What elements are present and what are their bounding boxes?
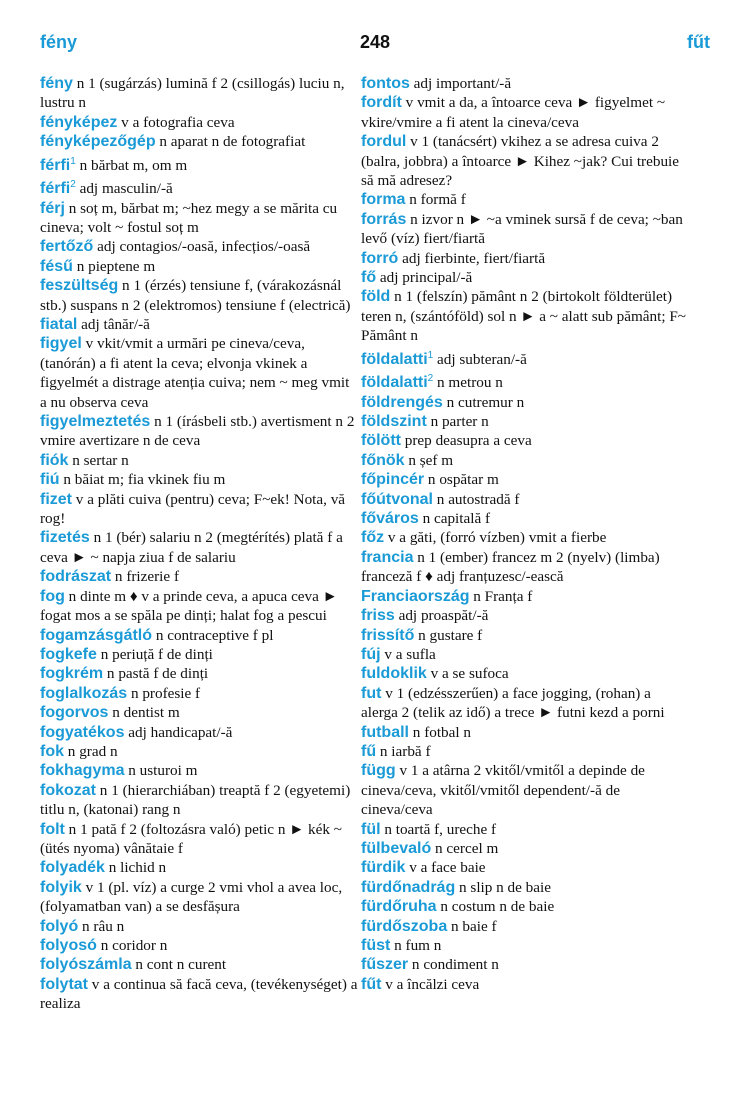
dictionary-entry (361, 268, 691, 287)
headword: fűt (361, 975, 382, 993)
headword: fülbevaló (361, 839, 432, 857)
headword: fényképezőgép (40, 133, 156, 151)
definition: n frizerie f (111, 568, 180, 586)
headword: fény (40, 75, 73, 92)
dictionary-entry (40, 490, 358, 529)
headword: feszültség (40, 277, 119, 295)
headword: fürdőnadrág (361, 878, 456, 896)
dictionary-entry (361, 917, 691, 936)
dictionary-entry (361, 369, 691, 392)
dictionary-entry (361, 412, 691, 431)
definition: n profesie f (127, 684, 201, 702)
definition: n 1 (írásbeli stb.) avertisment n 2 vmire avertizare n de ceva (40, 413, 355, 450)
definition: v vkit/vmit a urmări pe cineva/ceva, (tanórán) a fi atent la ceva; elvonja vkinek a figyelmét a distrage atenția cuiva; nem ~ meg vmit a nu observa ceva (40, 335, 350, 411)
definition: n parter n (426, 413, 489, 431)
dictionary-entry (40, 917, 358, 936)
headword: fogkefe (40, 645, 97, 663)
dictionary-entry (361, 761, 691, 819)
definition: n băiat m; fia vkinek fiu m (59, 471, 226, 489)
headword: fok (40, 742, 64, 760)
headword: fordul (361, 133, 407, 151)
headword: fizetés (40, 529, 90, 547)
definition: n aparat n de fotografiat (155, 133, 306, 151)
dictionary-entry (361, 132, 691, 190)
dictionary-entry (40, 74, 358, 113)
headword: fényképez (40, 113, 118, 131)
headword: fuldoklik (361, 665, 427, 683)
headword: fúj (361, 645, 381, 663)
headword: figyelmeztetés (40, 413, 151, 431)
headword: fiú (40, 471, 60, 489)
definition: n contraceptive f pl (152, 626, 274, 644)
guide-word-first: fény (40, 32, 78, 52)
definition: n 1 (bér) salariu n 2 (megtérítés) plată f a ceva ► ~ napja ziua f de salariu (40, 529, 343, 566)
definition: n costum n de baie (436, 898, 555, 916)
dictionary-entry (40, 858, 358, 877)
definition: n slip n de baie (455, 878, 551, 896)
definition: v a găti, (forró vízben) vmit a fierbe (384, 529, 607, 547)
definition: n 1 (érzés) tensiune f, (várakozásnál stb.) suspans n 2 (elektromos) tensiune f (electrică) (40, 277, 351, 314)
headword: fogamzásgátló (40, 626, 153, 644)
dictionary-entry (40, 742, 358, 761)
headword: földalatti (361, 350, 428, 368)
definition: n 1 (ember) francez m 2 (nyelv) (limba) franceză f ♦ adj franțuzesc/-ească (361, 548, 660, 586)
definition: adj important/-ă (409, 75, 512, 92)
headword: folyadék (40, 859, 105, 877)
dictionary-entry (361, 936, 691, 955)
definition: v 1 (tanácsért) vkihez a se adresa cuiva 2 (balra, jobbra) a întoarce ► Kihez ~jak? Cui trebuie să mă adresez? (361, 133, 680, 190)
headword: folyószámla (40, 956, 132, 974)
headword: fiók (40, 451, 69, 469)
dictionary-entry (361, 470, 691, 489)
definition: v a fotografia ceva (117, 113, 235, 131)
headword: forrás (361, 210, 407, 228)
definition: v a încălzi ceva (381, 975, 480, 993)
headword: fodrászat (40, 568, 112, 586)
dictionary-entry (361, 393, 691, 412)
definition: n pastă f de dinți (103, 665, 209, 683)
headword: fürdőruha (361, 898, 437, 916)
dictionary-entry (40, 470, 358, 489)
dictionary-entry (361, 587, 691, 606)
definition: n 1 (felszín) pământ n 2 (birtokolt földterület) teren n, (szántóföld) sol n ► a ~ alatt sub pământ; F~ Pământ n (361, 288, 687, 345)
definition: adj masculin/-ă (75, 180, 173, 198)
definition: v a se sufoca (426, 665, 509, 683)
definition: n fum n (390, 937, 442, 954)
definition: n condiment n (408, 956, 499, 974)
dictionary-entry (361, 820, 691, 839)
definition: n formă f (405, 191, 466, 209)
definition: n autostradă f (433, 490, 520, 508)
dictionary-entry (361, 742, 691, 761)
headword: forró (361, 249, 399, 267)
definition: adj handicapat/-ă (124, 723, 233, 741)
definition: adj tânăr/-ă (77, 316, 150, 333)
definition: n lichid n (104, 859, 167, 877)
headword: férj (40, 199, 65, 217)
dictionary-entry (361, 490, 691, 509)
homonym-number: 2 (70, 179, 76, 191)
headword: főz (361, 529, 385, 547)
dictionary-entry (40, 587, 358, 626)
dictionary-entry (40, 175, 358, 198)
dictionary-entry (40, 684, 358, 703)
dictionary-entry (361, 431, 691, 450)
dictionary-entry (40, 113, 358, 132)
headword: fűszer (361, 956, 409, 974)
headword: fertőző (40, 238, 94, 256)
dictionary-entry (40, 451, 358, 470)
dictionary-entry (361, 451, 691, 470)
definition: n pieptene m (72, 257, 156, 275)
definition: n bărbat m, om m (75, 156, 188, 174)
dictionary-entry (361, 723, 691, 742)
dictionary-entry (40, 199, 358, 238)
definition: adj principal/-ă (376, 269, 473, 287)
dictionary-entry (40, 152, 358, 175)
dictionary-entry (40, 975, 358, 1014)
headword: földrengés (361, 393, 443, 411)
definition: n 1 (hierarchiában) treaptă f 2 (egyetemi) titlu n, (katonai) rang n (40, 781, 351, 819)
headword: fésű (40, 257, 73, 275)
definition: n fotbal n (409, 723, 472, 741)
headword: földalatti (361, 374, 428, 392)
headword: fölött (361, 432, 401, 450)
left-column (40, 74, 358, 1014)
guide-word-last: fűt (687, 32, 710, 52)
dictionary-entry (361, 346, 691, 369)
headword: fut (361, 684, 382, 702)
headword: fontos (361, 75, 410, 92)
headword: foglalkozás (40, 684, 128, 702)
dictionary-entry (361, 606, 691, 625)
definition: adj contagios/-oasă, infecțios/-oasă (93, 238, 311, 256)
headword: földszint (361, 413, 427, 431)
dictionary-entry (40, 315, 358, 334)
headword: főpincér (361, 471, 425, 489)
definition: n usturoi m (124, 762, 198, 780)
dictionary-entry (361, 664, 691, 683)
headword: friss (361, 607, 395, 625)
headword: fokozat (40, 781, 96, 799)
dictionary-entry (40, 412, 358, 451)
headword: főváros (361, 510, 419, 528)
definition: v a sufla (380, 645, 436, 663)
definition: n Franța f (469, 587, 533, 605)
dictionary-entry (361, 287, 691, 345)
definition: n cutremur n (442, 393, 525, 411)
headword: folyó (40, 917, 79, 935)
headword: fürdik (361, 859, 406, 877)
definition: n metrou n (433, 374, 503, 392)
definition: n cont n curent (131, 956, 227, 974)
headword: főútvonal (361, 490, 433, 508)
definition: v 1 (edzésszerűen) a face jogging, (rohan) a alerga 2 (telik az idő) a trece ► futni kezd a porni (361, 684, 665, 722)
headword: fizet (40, 490, 72, 508)
dictionary-entry (361, 548, 691, 587)
headword: férfi (40, 156, 71, 174)
definition: adj proaspăt/-ă (394, 607, 489, 625)
dictionary-entry (361, 74, 691, 93)
headword: fű (361, 742, 377, 760)
dictionary-entry (40, 936, 358, 955)
definition: n gustare f (414, 626, 483, 644)
dictionary-entry (40, 723, 358, 742)
headword: függ (361, 762, 396, 780)
dictionary-entry (40, 645, 358, 664)
headword: fog (40, 587, 65, 605)
definition: n ospătar m (424, 471, 499, 489)
dictionary-entry (40, 567, 358, 586)
definition: n cercel m (431, 839, 499, 857)
dictionary-entry (40, 703, 358, 722)
headword: forma (361, 191, 406, 209)
definition: n 1 pată f 2 (foltozásra való) petic n ► kék ~ (ütés nyoma) vânătaie f (40, 820, 342, 857)
headword: föld (361, 288, 391, 306)
dictionary-entry (361, 528, 691, 547)
definition: n șef m (404, 451, 454, 469)
dictionary-entry (361, 975, 691, 994)
definition: n capitală f (418, 510, 491, 528)
definition: n baie f (447, 917, 497, 935)
definition: n toartă f, ureche f (380, 820, 497, 838)
headword: fiatal (40, 316, 78, 333)
page-number: 248 (359, 32, 391, 52)
dictionary-entry (40, 781, 358, 820)
definition: n 1 (sugárzás) lumină f 2 (csillogás) luciu n, lustru n (40, 75, 345, 112)
dictionary-entry (40, 955, 358, 974)
dictionary-entry (361, 684, 691, 723)
dictionary-entry (40, 528, 358, 567)
homonym-number: 2 (427, 373, 434, 385)
dictionary-entry (361, 878, 691, 897)
right-column (361, 74, 691, 994)
headword: füst (361, 937, 391, 954)
dictionary-entry (361, 897, 691, 916)
homonym-number: 1 (427, 349, 434, 361)
definition: v a plăti cuiva (pentru) ceva; F~ek! Nota, vă rog! (40, 490, 346, 528)
headword: folyosó (40, 937, 97, 954)
headword: folt (40, 820, 65, 838)
definition: n râu n (78, 917, 125, 935)
definition: n soț m, bărbat m; ~hez megy a se mărita cu cineva; volt ~ fostul soț m (40, 199, 338, 236)
definition: v 1 a atârna 2 vkitől/vmitől a depinde de cineva/ceva, vkitől/vmitől dependent/-ă de cineva/ceva (361, 762, 645, 819)
definition: v a continua să facă ceva, (tevékenységet) a realiza (40, 975, 358, 1013)
dictionary-entry (40, 761, 358, 780)
definition: n periuță f de dinți (96, 645, 213, 663)
dictionary-entry (40, 664, 358, 683)
page-header (40, 32, 710, 62)
headword: fokhagyma (40, 762, 125, 780)
definition: n coridor n (96, 937, 168, 954)
headword: fordít (361, 94, 402, 112)
dictionary-entry (361, 509, 691, 528)
dictionary-entry (40, 276, 358, 315)
headword: folytat (40, 975, 88, 993)
headword: fürdőszoba (361, 917, 448, 935)
dictionary-entry (361, 190, 691, 209)
definition: adj subteran/-ă (433, 350, 527, 368)
headword: férfi (40, 180, 71, 198)
headword: fogyatékos (40, 723, 125, 741)
dictionary-entry (40, 237, 358, 256)
dictionary-entry (40, 257, 358, 276)
definition: v 1 (pl. víz) a curge 2 vmi vhol a avea loc, (folyamatban van) a se desfășura (40, 878, 343, 916)
definition: prep deasupra a ceva (400, 432, 532, 450)
dictionary-entry (40, 878, 358, 917)
definition: n dentist m (108, 704, 180, 722)
dictionary-entry (40, 132, 358, 151)
definition: n dinte m ♦ v a prinde ceva, a apuca ceva ► fogat mos a se spăla pe dinți; halat fog a pescui (40, 587, 338, 625)
headword: főnök (361, 451, 405, 469)
headword: figyel (40, 335, 82, 353)
headword: francia (361, 548, 414, 566)
dictionary-entry (361, 626, 691, 645)
dictionary-entry (361, 645, 691, 664)
headword: fül (361, 820, 381, 838)
definition: n grad n (64, 742, 118, 760)
definition: n iarbă f (376, 742, 431, 760)
dictionary-entry (361, 839, 691, 858)
definition: n izvor n ► ~a vminek sursă f de ceva; ~ban levő (víz) fiert/fiartă (361, 210, 683, 248)
headword: Franciaország (361, 587, 470, 605)
headword: futball (361, 723, 409, 741)
headword: fogorvos (40, 704, 109, 722)
headword: folyik (40, 878, 82, 896)
dictionary-entry (40, 820, 358, 859)
headword: frissítő (361, 626, 415, 644)
dictionary-entry (361, 249, 691, 268)
homonym-number: 1 (70, 155, 76, 167)
headword: fő (361, 269, 377, 287)
headword: fogkrém (40, 665, 104, 683)
dictionary-entry (361, 93, 691, 132)
dictionary-entry (40, 626, 358, 645)
dictionary-entry (361, 955, 691, 974)
definition: n sertar n (68, 451, 129, 469)
definition: v vmit a da, a întoarce ceva ► figyelmet ~ vkire/vmire a fi atent la cineva/ceva (361, 94, 666, 131)
dictionary-entry (40, 334, 358, 412)
definition: v a face baie (405, 859, 486, 877)
definition: adj fierbinte, fiert/fiartă (398, 249, 546, 267)
dictionary-entry (361, 210, 691, 249)
dictionary-entry (361, 858, 691, 877)
